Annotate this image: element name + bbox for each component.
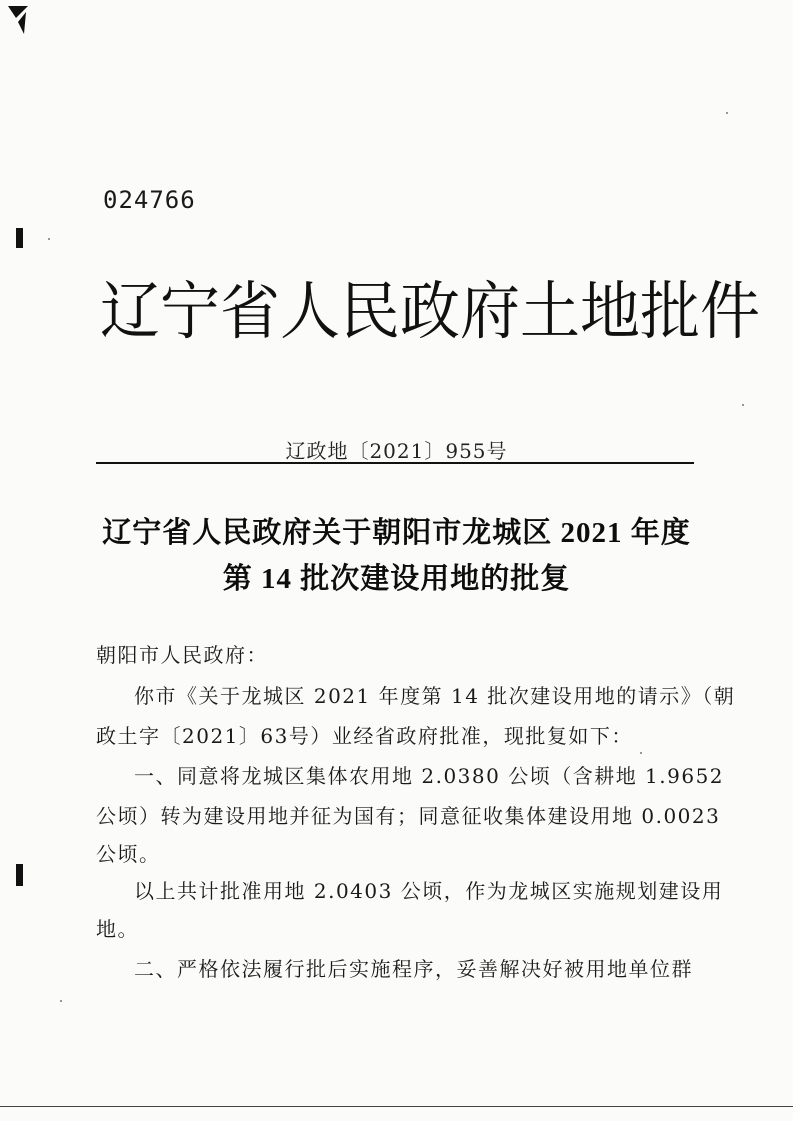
scan-bottom-edge — [0, 1106, 793, 1107]
title-char: 政 — [400, 275, 460, 349]
title-char: 批 — [640, 275, 700, 349]
header-divider — [96, 462, 694, 464]
paragraph-1-line-1: 你市《关于龙城区 2021 年度第 14 批次建设用地的请示》（朝 — [134, 684, 736, 708]
paragraph-2-line-1: 一、同意将龙城区集体农用地 2.0380 公顷（含耕地 1.9652 — [134, 764, 725, 788]
title-char: 件 — [700, 275, 760, 349]
scan-corner-mark — [6, 4, 36, 38]
title-char: 地 — [580, 275, 640, 349]
document-number: 辽政地〔2021〕955号 — [285, 439, 508, 463]
subject-line-1: 辽宁省人民政府关于朝阳市龙城区 2021 年度 — [102, 517, 691, 549]
title-char: 府 — [460, 275, 520, 349]
salutation: 朝阳市人民政府： — [96, 643, 268, 667]
paragraph-3-line-2: 地。 — [96, 917, 139, 941]
document-header-title — [100, 274, 760, 350]
title-char: 人 — [280, 275, 340, 349]
paragraph-4-line-1: 二、严格依法履行批后实施程序，妥善解决好被用地单位群 — [134, 957, 693, 981]
scan-speck — [60, 1000, 62, 1002]
title-char: 省 — [220, 275, 280, 349]
scan-edge-mark — [16, 864, 23, 886]
scan-speck — [726, 112, 728, 114]
paragraph-3-line-1: 以上共计批准用地 2.0403 公顷，作为龙城区实施规划建设用 — [134, 879, 724, 903]
scan-speck — [48, 238, 50, 240]
paragraph-2-line-2: 公顷）转为建设用地并征为国有；同意征收集体建设用地 0.0023 — [96, 804, 721, 828]
subject-line-2: 第 14 批次建设用地的批复 — [222, 563, 571, 595]
serial-number: 024766 — [103, 186, 196, 214]
scan-speck — [742, 404, 744, 406]
scan-edge-mark — [16, 228, 23, 248]
title-char: 土 — [520, 275, 580, 349]
scan-speck — [640, 752, 642, 754]
paragraph-2-line-3: 公顷。 — [96, 842, 161, 866]
title-char: 辽 — [100, 275, 160, 349]
title-char: 宁 — [160, 275, 220, 349]
paragraph-1-line-2: 政土字〔2021〕63号）业经省政府批准，现批复如下： — [96, 724, 633, 748]
title-char: 民 — [340, 275, 400, 349]
